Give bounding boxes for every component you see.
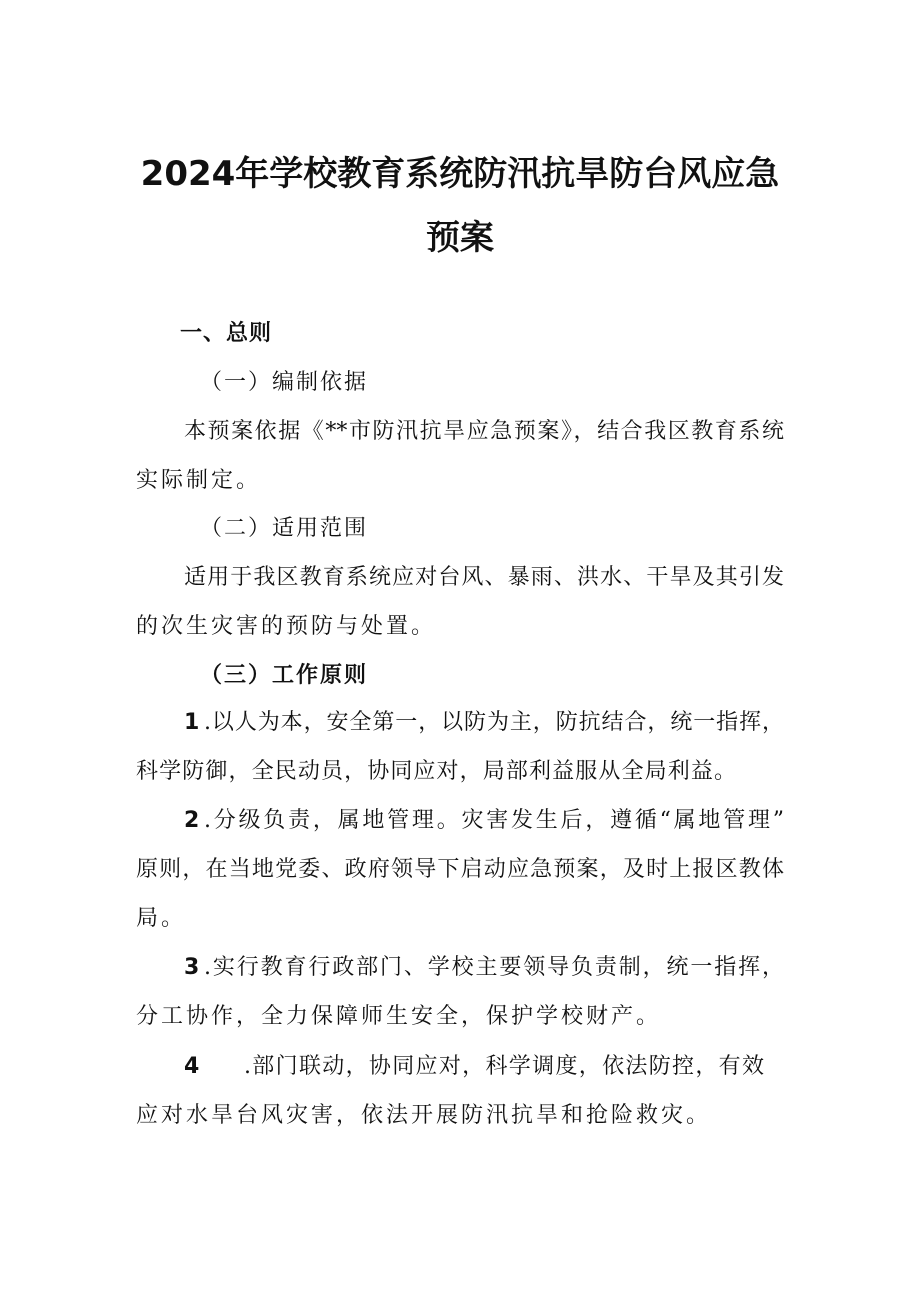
list-item-3-number: 3	[184, 955, 203, 980]
list-item-3-line-1: .实行教育行政部门、学校主要领导负责制，统一指挥，	[204, 955, 784, 980]
paragraph-basis-line-1: 本预案依据《**市防汛抗旱应急预案》，结合我区教育系统	[184, 419, 784, 444]
list-item-2-number: 2	[184, 808, 203, 833]
list-item-2-line-1: .分级负责，属地管理。灾害发生后，遵循“属地管理”	[204, 808, 784, 833]
list-item-3-line-2: 分工协作，全力保障师生安全，保护学校财产。	[136, 1004, 662, 1029]
list-item-4-line-1: .部门联动，协同应对，科学调度，依法防控，有效	[244, 1054, 764, 1079]
subsection-heading-scope: （二）适用范围	[200, 516, 369, 541]
list-item-4-line-2: 应对水旱台风灾害，依法开展防汛抗旱和抢险救灾。	[136, 1103, 712, 1128]
list-item-2-line-2: 原则，在当地党委、政府领导下启动应急预案，及时上报区教体	[136, 857, 784, 882]
document-title-line-1: 2024年学校教育系统防汛抗旱防台风应急	[140, 154, 780, 194]
list-item-2-line-3: 局。	[136, 906, 187, 931]
paragraph-scope-line-2: 的次生灾害的预防与处置。	[136, 614, 437, 639]
subsection-heading-principles: （三）工作原则	[200, 662, 369, 688]
paragraph-basis-line-2: 实际制定。	[136, 468, 262, 493]
list-item-1-line-2: 科学防御，全民动员，协同应对，局部利益服从全局利益。	[136, 759, 736, 784]
section-heading-general: 一、总则	[180, 321, 273, 346]
list-item-4-number: 4	[184, 1054, 203, 1079]
list-item-1-number: 1	[184, 710, 203, 735]
subsection-heading-basis: （一）编制依据	[200, 370, 369, 395]
paragraph-scope-line-1: 适用于我区教育系统应对台风、暴雨、洪水、干旱及其引发	[184, 565, 784, 590]
document-title-line-2: 预案	[426, 218, 494, 258]
list-item-1-line-1: .以人为本，安全第一，以防为主，防抗结合，统一指挥，	[204, 710, 784, 735]
